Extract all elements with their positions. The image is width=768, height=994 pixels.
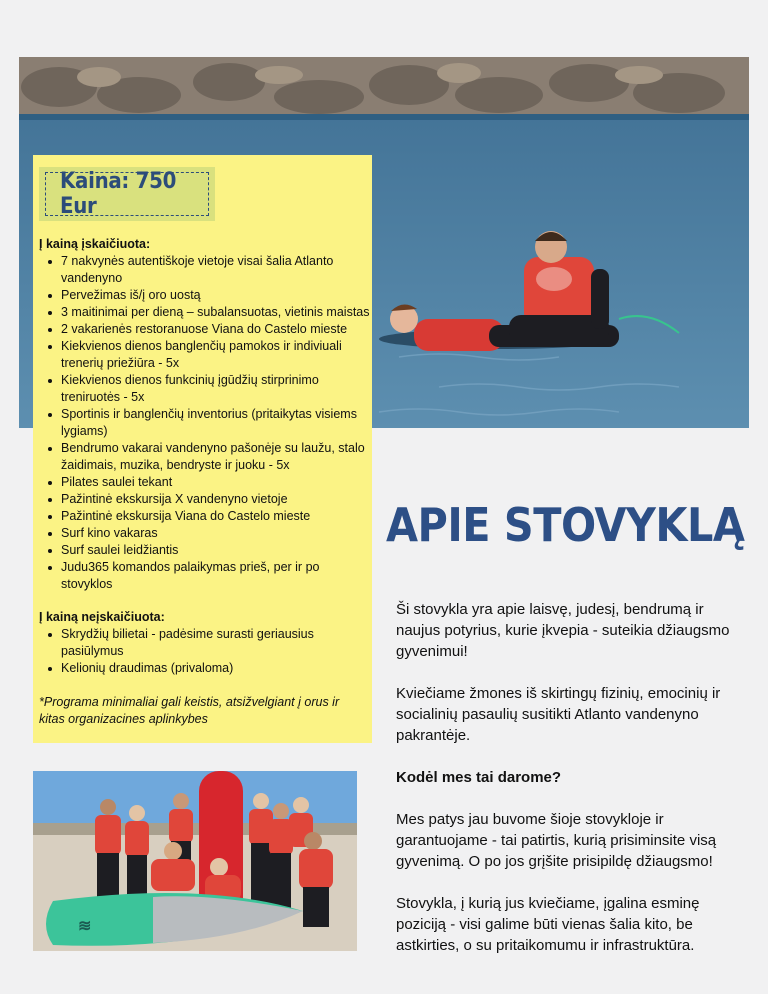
price-info-box [33,155,372,743]
about-text [396,599,746,977]
list-item: Judu365 komandos palaikymas prieš, per ir po stovyklos [61,559,372,593]
subheading-why: Kodėl mes tai darome? [396,769,562,786]
paragraph: Stovykla, į kurią jus kviečiame, įgalina esminę poziciją - visi galime būti vienas šalia kito, be astkirties, o su pritaikomumu ir infrastruktūra. [396,895,700,954]
list-item: Skrydžių bilietai - padėsime surasti geriausius pasiūlymus [61,626,372,660]
list-item: Pervežimas iš/į oro uostą [61,287,372,304]
list-item: 3 maitinimai per dieną – subalansuotas, vietinis maistas [61,304,372,321]
list-item: Pažintinė ekskursija X vandenyno vietoje [61,491,372,508]
paragraph: Ši stovykla yra apie laisvę, judesį, bendrumą ir naujus potyrius, kurie įkvepia - suteikia džiaugsmo gyvenimui! [396,601,730,660]
paragraph: Kviečiame žmones iš skirtingų fizinių, emocinių ir socialinių pasaulių susitikti Atlanto vandenyno pakrantėje. [396,685,721,744]
page-title: APIE STOVYKLĄ [386,498,745,552]
price-label: Kaina: 750 Eur [45,172,209,216]
list-item: Bendrumo vakarai vandenyno pašonėje su laužu, stalo žaidimais, muzika, bendryste ir juoku - 5x [61,440,372,474]
group-photo [33,771,357,951]
list-item: Pilates saulei tekant [61,474,372,491]
excluded-list [39,626,372,677]
list-item: 2 vakarienės restoranuose Viana do Castelo mieste [61,321,372,338]
included-heading: Į kainą įskaičiuota: [39,237,151,251]
list-item: Kelionių draudimas (privaloma) [61,660,372,677]
list-item: Surf saulei leidžiantis [61,542,372,559]
list-item: 7 nakvynės autentiškoje vietoje visai šalia Atlanto vandenyno [61,253,372,287]
excluded-heading: Į kainą neįskaičiuota: [39,610,165,624]
list-item: Sportinis ir banglenčių inventorius (pritaikytas visiems lygiams) [61,406,372,440]
list-item: Kiekvienos dienos banglenčių pamokos ir indiviuali trenerių priežiūra - 5x [61,338,372,372]
price-badge [39,167,215,221]
list-item: Pažintinė ekskursija Viana do Castelo mieste [61,508,372,525]
list-item: Surf kino vakaras [61,525,372,542]
included-list [39,253,372,593]
paragraph: Mes patys jau buvome šioje stovykloje ir garantuojame - tai patirtis, kurią prisiminsite visą gyvenimą. O po jos grįšite prisipildę džiaugsmo! [396,811,717,870]
list-item: Kiekvienos dienos funkcinių įgūdžių stirprinimo treniruotės - 5x [61,372,372,406]
program-note: *Programa minimaliai gali keistis, atsižvelgiant į orus ir kitas organizacines aplinkybes [39,695,340,726]
svg-text:≋: ≋ [78,918,92,935]
